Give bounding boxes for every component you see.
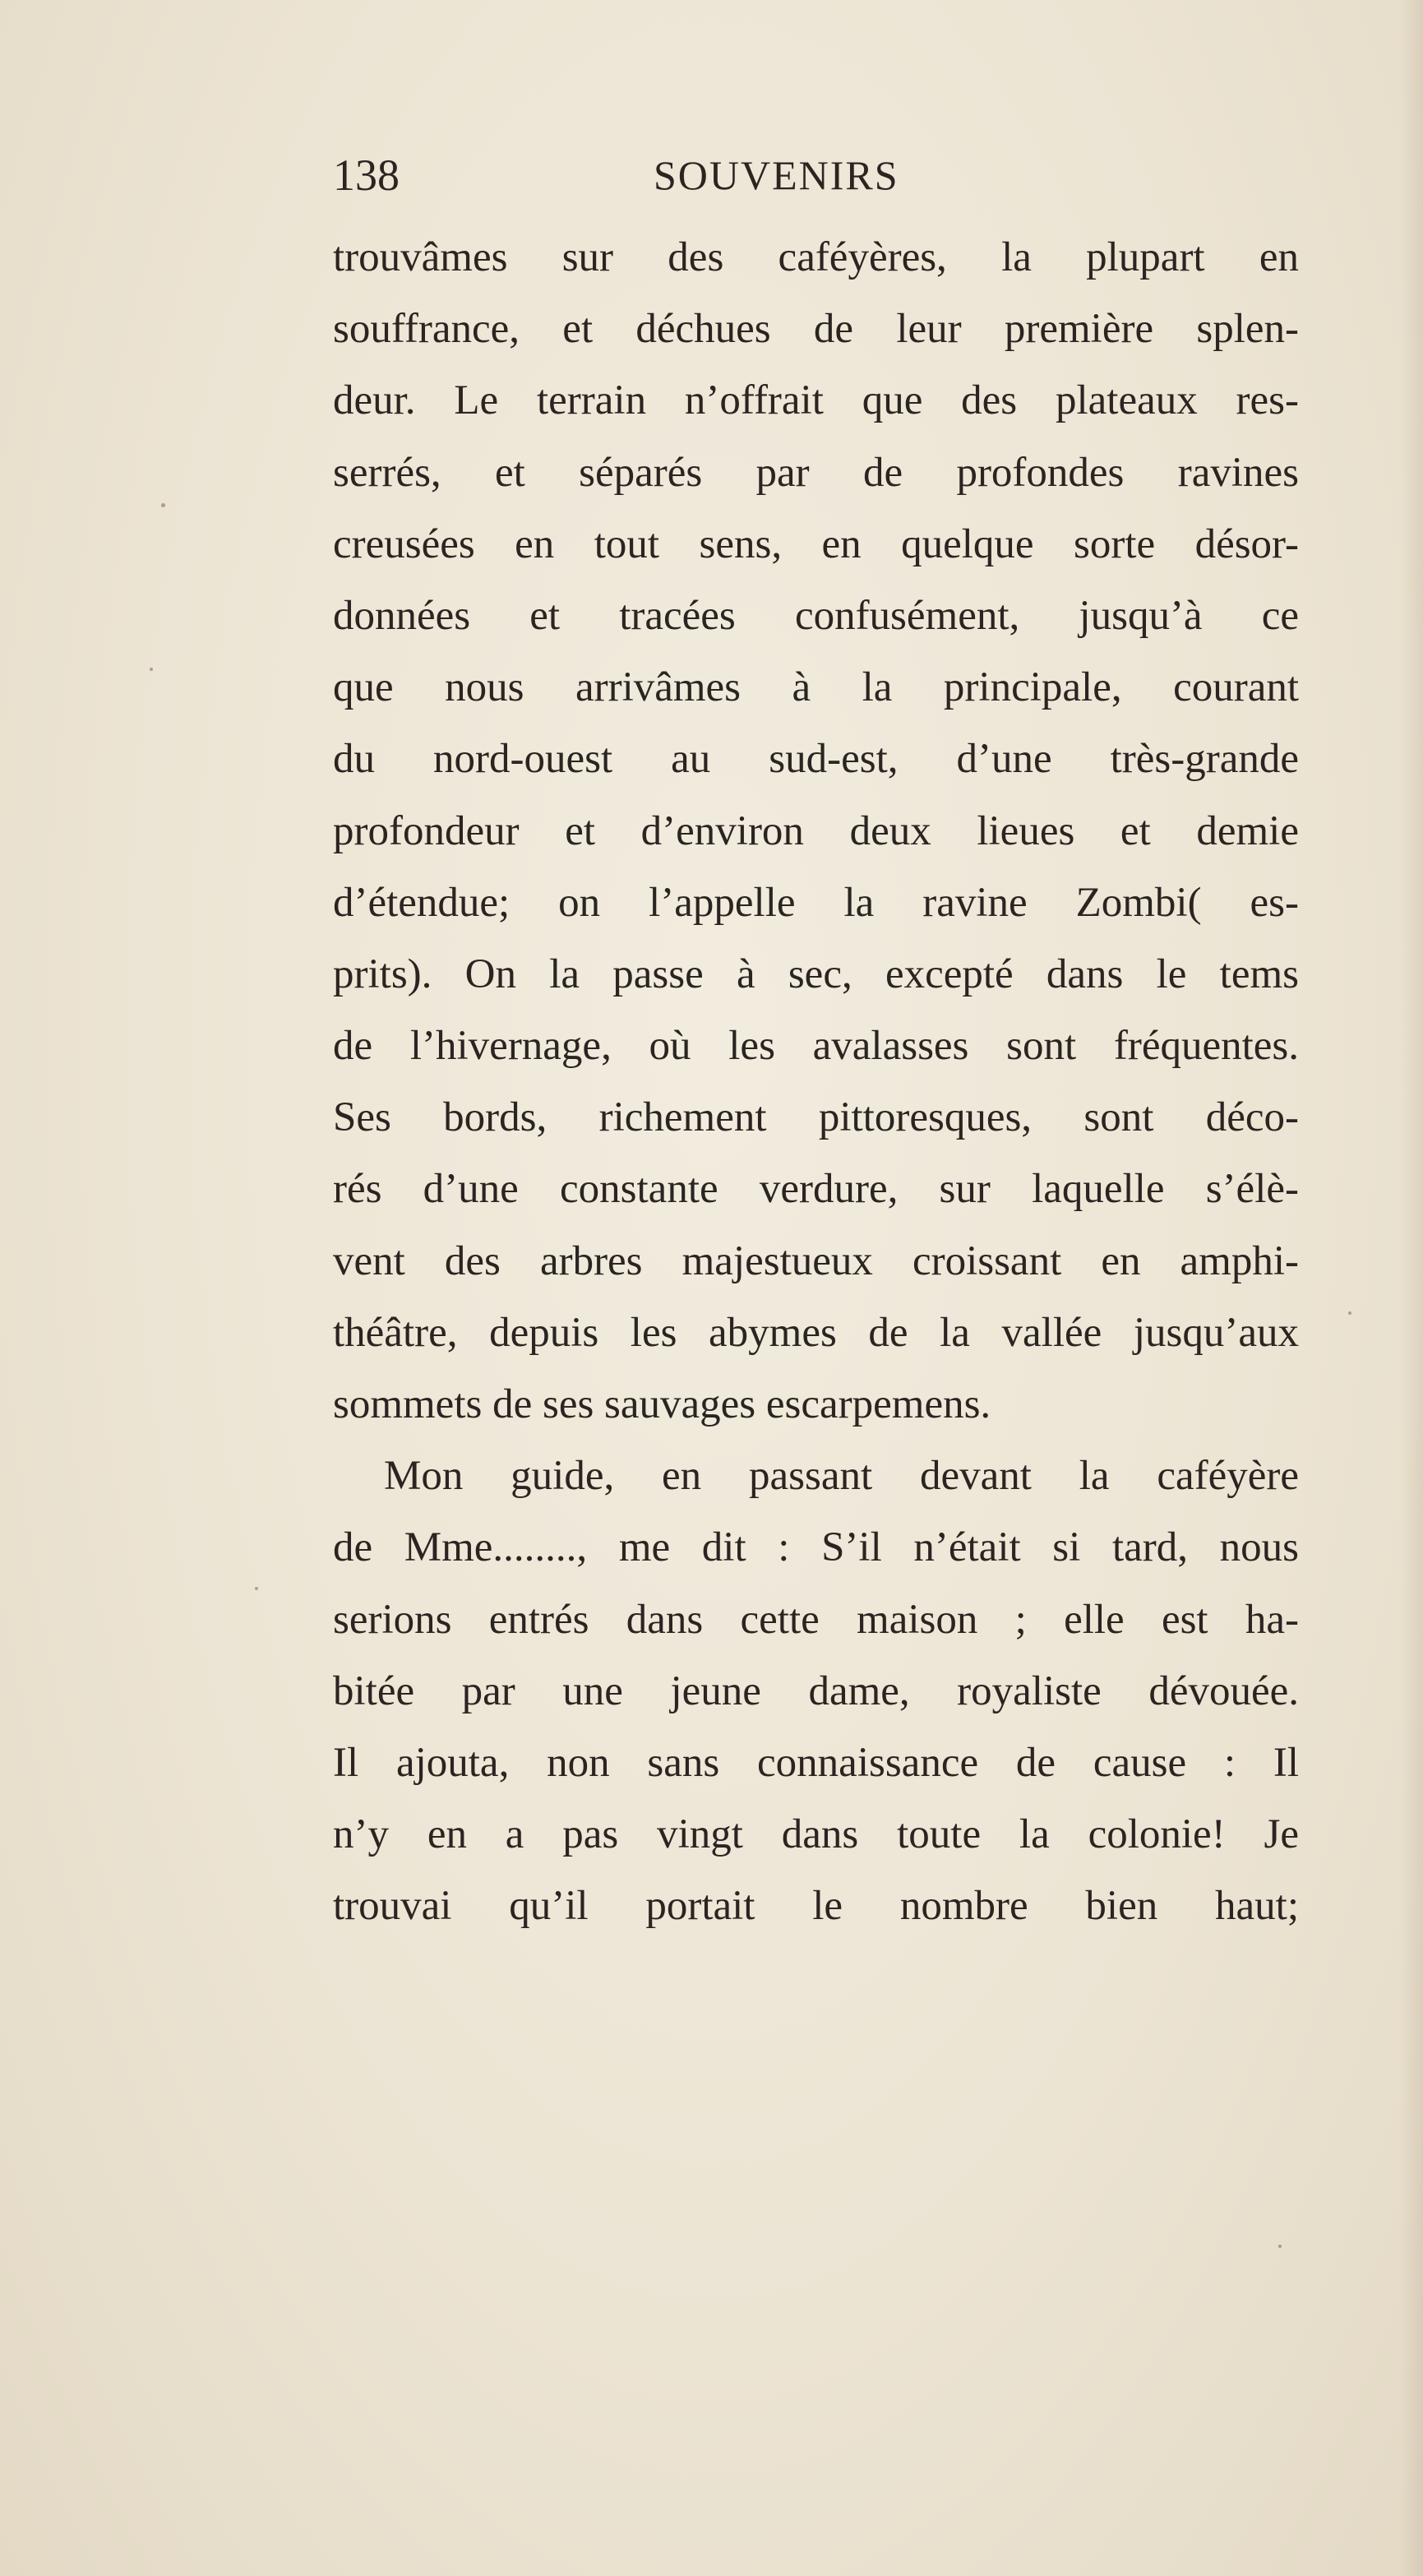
text-line: prits). On la passe à sec, excepté dans le tems	[333, 950, 1299, 997]
paper-speck	[1278, 2245, 1282, 2248]
paper-speck	[255, 1587, 258, 1590]
text-line: deur. Le terrain n’offrait que des plateaux res-	[333, 377, 1299, 424]
text-line: souffrance, et déchues de leur première splen-	[333, 306, 1299, 353]
text-line: bitée par une jeune dame, royaliste dévouée.	[333, 1667, 1299, 1714]
page-edge-shadow	[1400, 0, 1423, 2576]
text-line: trouvâmes sur des caféyères, la plupart en	[333, 234, 1299, 280]
text-line: de l’hivernage, où les avalasses sont fréquentes.	[333, 1023, 1299, 1070]
text-line: Ses bords, richement pittoresques, sont déco-	[333, 1094, 1299, 1141]
running-title: SOUVENIRS	[654, 152, 899, 198]
page-header	[333, 146, 1299, 204]
text-line: que nous arrivâmes à la principale, courant	[333, 664, 1299, 711]
text-line: serions entrés dans cette maison ; elle est ha-	[333, 1596, 1299, 1643]
text-line: données et tracées confusément, jusqu’à ce	[333, 592, 1299, 639]
paper-speck	[1348, 1311, 1351, 1315]
text-line: serrés, et séparés par de profondes ravines	[333, 449, 1299, 496]
text-line: d’étendue; on l’appelle la ravine Zombi( es-	[333, 879, 1299, 926]
paper-speck	[150, 668, 153, 671]
text-line: du nord-ouest au sud-est, d’une très-grande	[333, 736, 1299, 783]
text-line: sommets de ses sauvages escarpemens.	[333, 1381, 991, 1427]
text-line: vent des arbres majestueux croissant en amphi-	[333, 1237, 1299, 1284]
text-line: rés d’une constante verdure, sur laquelle s’élè-	[333, 1166, 1299, 1213]
text-line: Mon guide, en passant devant la caféyère	[384, 1453, 1299, 1500]
text-line: de Mme........, me dit : S’il n’était si tard, nous	[333, 1524, 1299, 1571]
text-line: creusées en tout sens, en quelque sorte désor-	[333, 520, 1299, 567]
text-line: théâtre, depuis les abymes de la vallée jusqu’aux	[333, 1309, 1299, 1356]
page-number: 138	[333, 150, 400, 200]
body-text	[333, 222, 1299, 1943]
text-line: Il ajouta, non sans connaissance de cause : Il	[333, 1739, 1299, 1786]
text-line: profondeur et d’environ deux lieues et demie	[333, 807, 1299, 854]
text-line: n’y en a pas vingt dans toute la colonie! Je	[333, 1811, 1299, 1858]
text-line: trouvai qu’il portait le nombre bien haut;	[333, 1883, 1299, 1930]
paper-speck	[161, 503, 165, 507]
